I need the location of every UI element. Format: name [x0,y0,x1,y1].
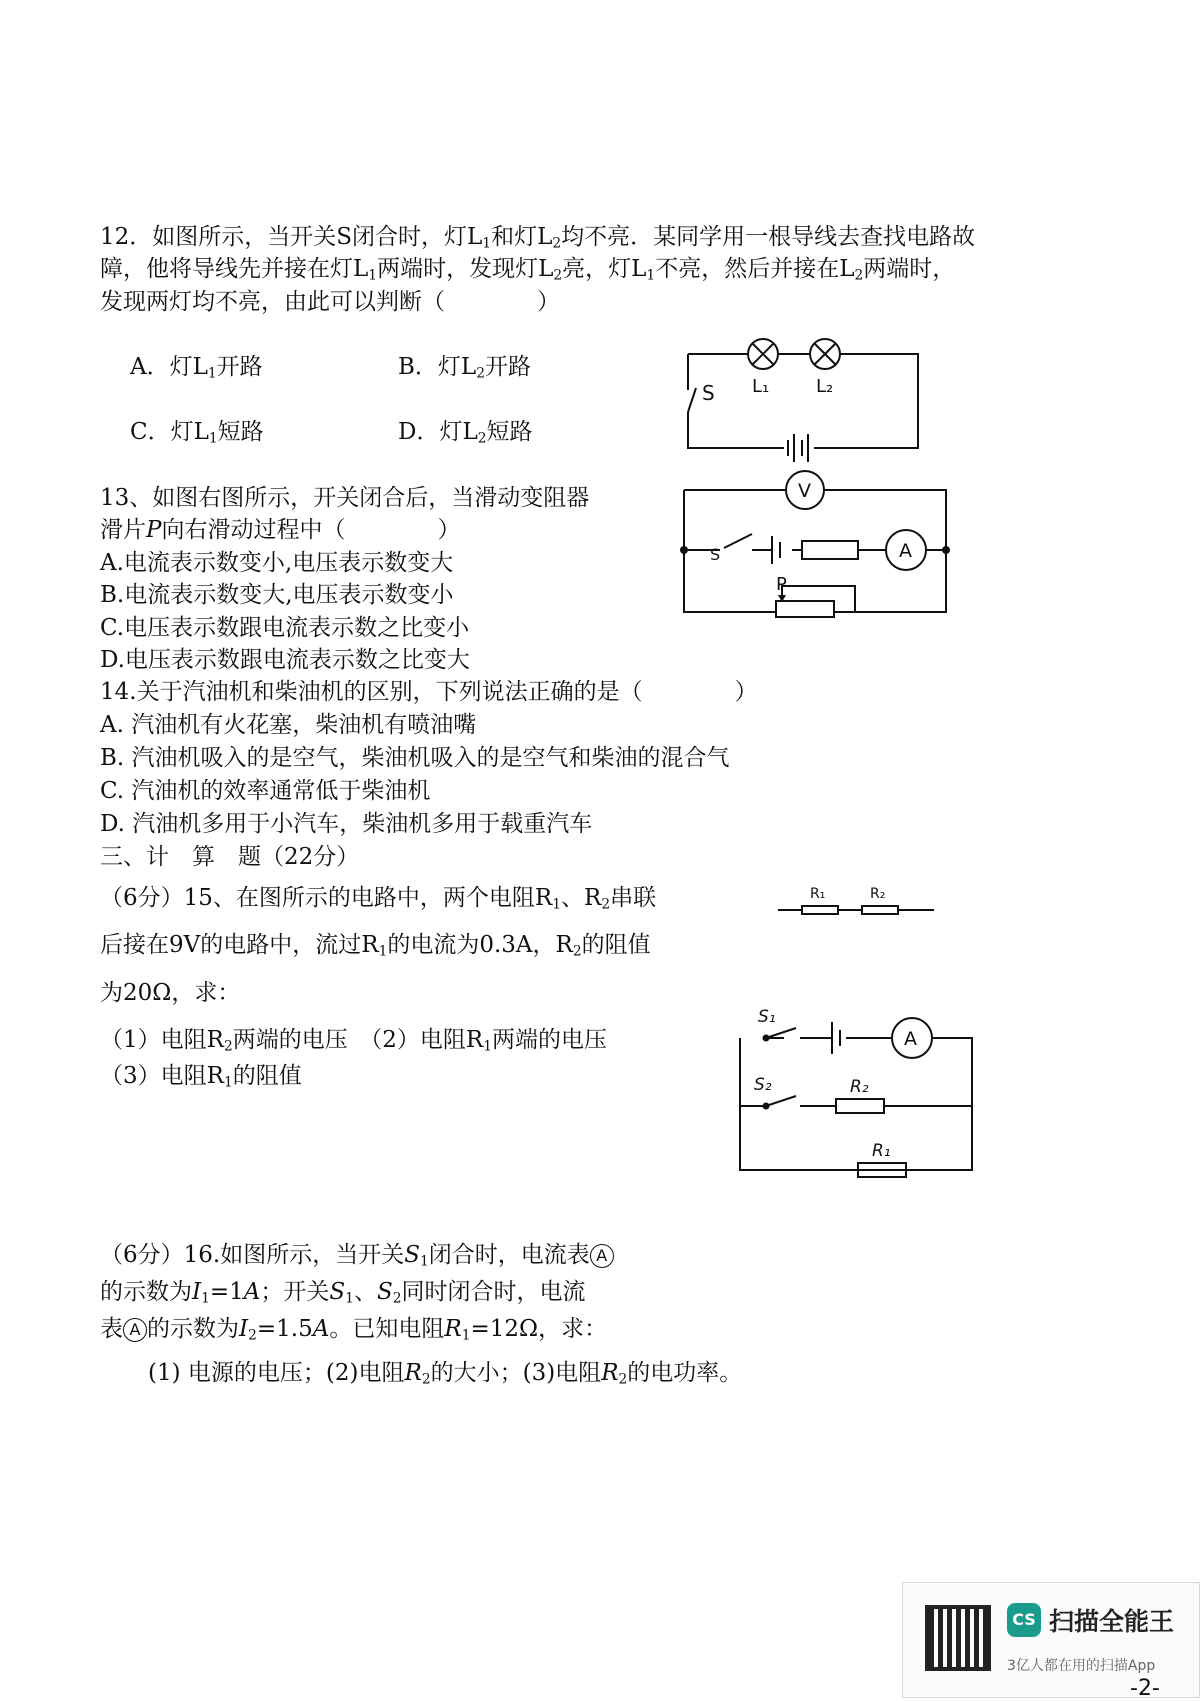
q12-option-c: C．灯$L_1$短路 [130,419,264,447]
scanner-tagline: 3亿人都在用的扫描App [1007,1658,1156,1674]
q16-sub-questions: (1) 电源的电压；(2)电阻$R_2$的大小；(3)电阻$R_2$的电功率。 [148,1360,743,1388]
q16-r2-label: R₂ [850,1077,869,1097]
q16-stem-line1: （6分）16.如图所示，当开关$S_1$闭合时，电流表 A [100,1240,614,1276]
q13-option-b: B.电流表示数变大,电压表示数变小 [100,582,454,608]
q13-option-d: D.电压表示数跟电流表示数之比变大 [100,647,470,673]
q15-series-resistors-diagram [778,880,938,920]
q14-option-b: B. 汽油机吸入的是空气，柴油机吸入的是空气和柴油的混合气 [100,745,730,771]
q14-option-c: C. 汽油机的效率通常低于柴油机 [100,778,431,804]
q13-option-c: C.电压表示数跟电流表示数之比变小 [100,615,470,641]
q16-circuit-diagram [736,1000,976,1180]
q13-switch-label: S [710,545,721,564]
section3-title: 三、计 算 题（22分） [100,844,360,870]
q12-switch-label: S [702,381,715,405]
q12-lamp2-label: L₂ [816,376,834,397]
qr-code-icon [925,1605,991,1671]
q13-voltmeter-symbol: V [798,480,811,502]
q13-circuit-diagram [680,468,950,618]
q13-slider-label: P [776,574,787,595]
ammeter-symbol: A [123,1318,147,1342]
q14-option-d: D. 汽油机多用于小汽车，柴油机多用于载重汽车 [100,811,593,837]
q12-stem-line2: 障，他将导线先并接在灯$L_1$两端时，发现灯$L_2$亮，灯$L_1$不亮，然后并接在$L_2$两端时， [100,256,956,284]
q16-stem-line3: 表 A 的示数为$I_2=1.5A$。已知电阻$R_1=12\Omega$，求： [100,1316,608,1344]
q16-ammeter-symbol: A [904,1028,917,1050]
q14-stem: 14.关于汽油机和柴油机的区别，下列说法正确的是（ ） [100,679,758,705]
q16-r1-label: R₁ [872,1141,891,1161]
q12-stem-line3: 发现两灯均不亮，由此可以判断（ ） [100,289,560,315]
q13-ammeter-symbol: A [899,540,912,562]
q15-stem-line3: 为20Ω，求： [100,980,241,1006]
q15-sub-question-3: （3）电阻$R_1$的阻值 [100,1063,302,1091]
q15-sub-questions-1-2: （1）电阻$R_2$两端的电压 （2）电阻$R_1$两端的电压 [100,1027,607,1055]
q12-lamp1-label: L₁ [752,376,770,397]
camscanner-logo-icon: CS [1007,1603,1041,1637]
q12-option-b: B．灯$L_2$开路 [398,354,531,382]
q15-stem-line1: （6分）15、在图所示的电路中，两个电阻$R_1$、$R_2$串联 [100,885,657,913]
q16-s2-label: S₂ [754,1075,772,1095]
q15-stem-line2: 后接在9V的电路中，流过$R_1$的电流为0.3A，$R_2$的阻值 [100,932,651,960]
q13-stem-line1: 13、如图右图所示，开关闭合后，当滑动变阻器 [100,485,590,511]
q16-stem-line2: 的示数为$I_1=1A$；开关$S_1$、$S_2$同时闭合时，电流 [100,1279,586,1307]
q13-stem-line2: 滑片P向右滑动过程中（ ） [100,517,461,543]
q14-option-a: A. 汽油机有火花塞，柴油机有喷油嘴 [100,712,477,738]
q12-option-a: A．灯$L_1$开路 [130,354,263,382]
q12-circuit-diagram [680,330,920,450]
ammeter-symbol: A [590,1244,614,1268]
q13-option-a: A.电流表示数变小,电压表示数变大 [100,550,454,576]
page-number: -2- [1130,1676,1160,1701]
q15-r2-label: R₂ [870,886,886,902]
q16-s1-label: S₁ [758,1007,776,1027]
q15-r1-label: R₁ [810,886,826,902]
scanner-brand-name: 扫描全能王 [1049,1607,1175,1636]
q12-option-d: D．灯$L_2$短路 [398,419,533,447]
q12-stem-line1: 12．如图所示，当开关S闭合时，灯$L_1$和灯$L_2$均不亮．某同学用一根导线去查找电路故 [100,224,976,252]
